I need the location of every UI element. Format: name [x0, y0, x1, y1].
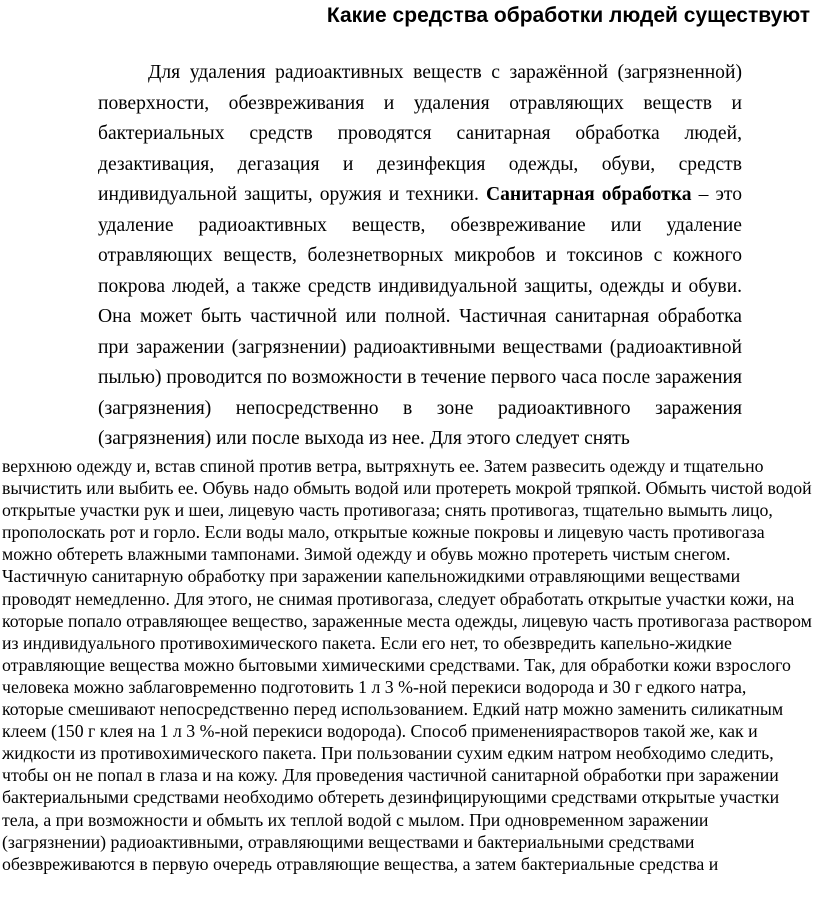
body-paragraph: верхнюю одежду и, встав спиной против ветра, вытряхнуть ее. Затем развесить одежду и тщательно вычистить или выбить ее. Обувь надо обмыть водой или протереть мокрой тряпкой. Обмыть чистой водой открытые участки рук и шеи, лицевую часть противогаза; снять противогаз, тщательно вымыть лицо, прополоскать рот и горло. Если воды мало, открытые кожные покровы и лицевую часть противогаза можно обтереть влажными тампонами. Зимой одежду и обувь можно протереть чистым снегом. Частичную санитарную обработку при заражении капельножидкими отравляющими веществами проводят немедленно. Для этого, не снимая противогаза, следует обработать открытые участки кожи, на которые попало отравляющее вещество, зараженные места одежды, лицевую часть противогаза раствором из индивидуального противохимического пакета. Если его нет, то обезвредить капельно-жидкие отравляющие вещества можно бытовыми химическими средствами. Так, для обработки кожи взрослого человека можно заблаговременно подготовить 1 л 3 %-ной перекиси водорода и 30 г едкого натра, которые смешивают непосредственно перед использованием. Едкий натр можно заменить силикатным клеем (150 г клея на 1 л 3 %-ной перекиси водорода). Способ применениярастворов такой же, как и жидкости из противохимического пакета. При пользовании сухим едким натром необходимо следить, чтобы он не попал в глаза и на кожу. Для проведения частичной санитарной обработки при заражении бактериальными средствами необходимо обтереть дезинфицирующими средствами открытые участки тела, а при возможности и обмыть их теплой водой с мылом. При одновременном заражении (загрязнении) радиоактивными, отравляющими веществами и бактериальными средствами обезвреживаются в первую очередь отравляющие вещества, а затем бактериальные средства и	[2, 456, 812, 874]
intro-text-start: Для удаления радиоактивных веществ с заражённой (загрязненной) поверхности, обезвреживания и удаления отравляющих веществ и бактериальных средств проводятся санитарная обработка людей, дезактивация, дегазация и дезинфекция одежды, обуви, средств индивидуальной защиты, оружия и техники.	[98, 62, 742, 205]
intro-text-end: – это удаление радиоактивных веществ, обезвреживание или удаление отравляющих веществ, болезнетворных микробов и токсинов с кожного покрова людей, а также средств индивидуальной защиты, одежды и обуви. Она может быть частичной или полной. Частичная санитарная обработка при заражении (загрязнении) радиоактивными веществами (радиоактивной пылью) проводится по возможности в течение первого часа после заражения (загрязнения) непосредственно в зоне радиоактивного заражения (загрязнения) или после выхода из нее. Для этого следует снять	[98, 184, 743, 449]
page-title: Какие средства обработки людей существуют	[326, 4, 810, 27]
term-sanitary-treatment: Санитарная обработка	[485, 184, 692, 205]
intro-paragraph	[98, 58, 742, 455]
